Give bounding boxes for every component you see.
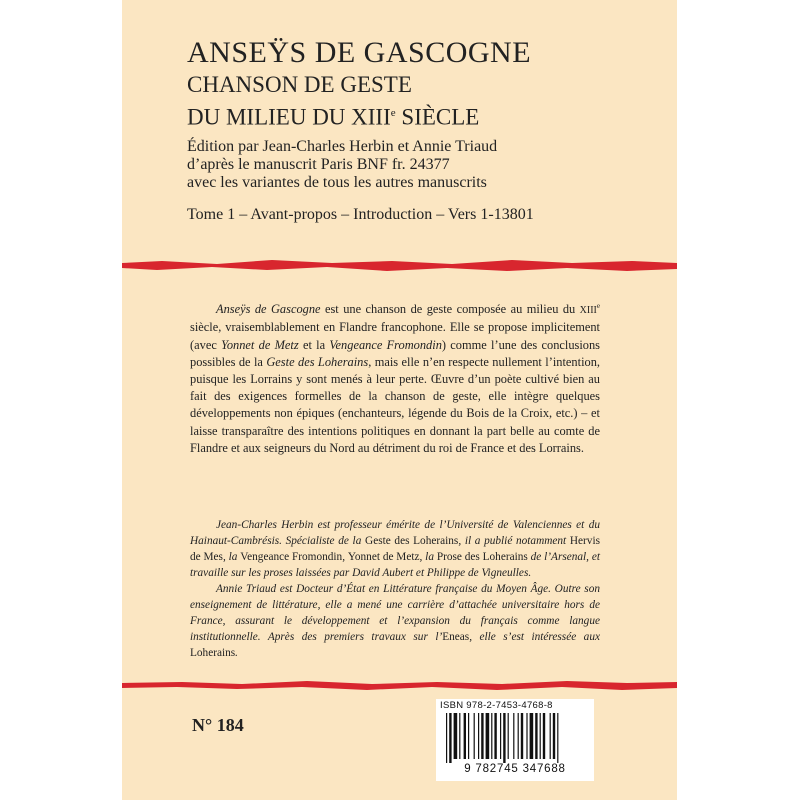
barcode-bar (491, 713, 492, 759)
author-bios (190, 517, 600, 661)
barcode-bar (535, 713, 537, 759)
barcode-bar (518, 713, 519, 759)
edition-line: d’après le manuscrit Paris BNF fr. 24377 (187, 155, 450, 173)
isbn-label: ISBN 978-2-7453-4768-8 (440, 700, 553, 711)
barcode-bar (468, 713, 469, 759)
red-stripe-divider (122, 678, 677, 694)
series-number: N° 184 (192, 715, 244, 735)
barcode-bar (503, 713, 505, 763)
barcode-bar (513, 713, 514, 759)
barcode-bar (449, 713, 451, 763)
barcode-bar (521, 713, 523, 759)
barcode-icon (444, 713, 586, 763)
barcode-bar (508, 713, 509, 759)
barcode-bar (550, 713, 551, 759)
barcode-bar (540, 713, 541, 759)
bio-herbin: Jean-Charles Herbin est professeur émérite de l’Université de Valenciennes et du Hainaut-Cambrésis. Spécialiste de la Geste des Loherains, il a publié notamment Hervis de Mes, la Vengeance Fromondin, Yonnet de Metz, la Prose des Loherains de l’Arsenal, et travaille sur les proses laissées par David Aubert et Philippe de Vigneulles. (190, 519, 600, 579)
barcode-bar (543, 713, 545, 759)
barcode-bar (478, 713, 479, 759)
barcode-bar (530, 713, 534, 759)
book-title: ANSEŸS DE GASCOGNE (187, 36, 532, 69)
book-description: Anseÿs de Gascogne est une chanson de geste composée au milieu du XIIIe siècle, vraisemblablement en Flandre francophone. Elle se propose implicitement (avec Yonnet de Metz et la Vengeance Fromondin) comme l’une des conclusions possibles de la Geste des Loherains, mais elle n’en respecte nullement l’intention, puisque les Lorrains y sont menés à leur perte. Œuvre d’un poète cultivé bien au fait des exigences formelles de la chanson de geste, elle intègre quelques développements non épiques (enchanteurs, légende du Bois de la Croix, etc.) – et laisse transparaître des intentions politiques en donnant la part belle au comte de Flandre et aux seigneurs du Nord au détriment du roi de France et des Lorrains. (190, 302, 601, 455)
red-stripe-divider (122, 255, 677, 275)
book-subtitle-century: DU MILIEU DU XIIIe SIÈCLE (187, 104, 480, 130)
barcode-bar (454, 713, 458, 759)
barcode-bar (481, 713, 483, 759)
book-back-cover (122, 0, 677, 800)
edition-line: avec les variantes de tous les autres manuscrits (187, 173, 487, 191)
barcode-bar (459, 713, 460, 759)
barcode-bar (446, 713, 447, 763)
tome-info: Tome 1 – Avant-propos – Introduction – Vers 1-13801 (187, 205, 534, 223)
edition-info (187, 138, 657, 192)
barcode-bar (474, 713, 475, 759)
book-subtitle: CHANSON DE GESTE (187, 72, 412, 97)
barcode-bar (486, 713, 490, 759)
barcode-bar (464, 713, 466, 759)
barcode-bar (557, 713, 558, 763)
barcode-bar (494, 713, 496, 759)
barcode-bar (553, 713, 555, 759)
barcode-bar (526, 713, 527, 759)
title-block (187, 36, 657, 224)
edition-line: Édition par Jean-Charles Herbin et Annie Triaud (187, 137, 498, 155)
bio-triaud: Annie Triaud est Docteur d’État en Littérature française du Moyen Âge. Outre son enseignement de littérature, elle a mené une carrière d’attachée universitaire hors de France, assurant le développement et l’expansion du français comme langue institutionnelle. Après des premiers travaux sur l’Eneas, elle s’est intéressée aux Loherains. (190, 583, 600, 659)
barcode-digits: 9 782745 347688 (464, 763, 566, 775)
barcode-bar (500, 713, 501, 759)
isbn-barcode (436, 699, 594, 781)
